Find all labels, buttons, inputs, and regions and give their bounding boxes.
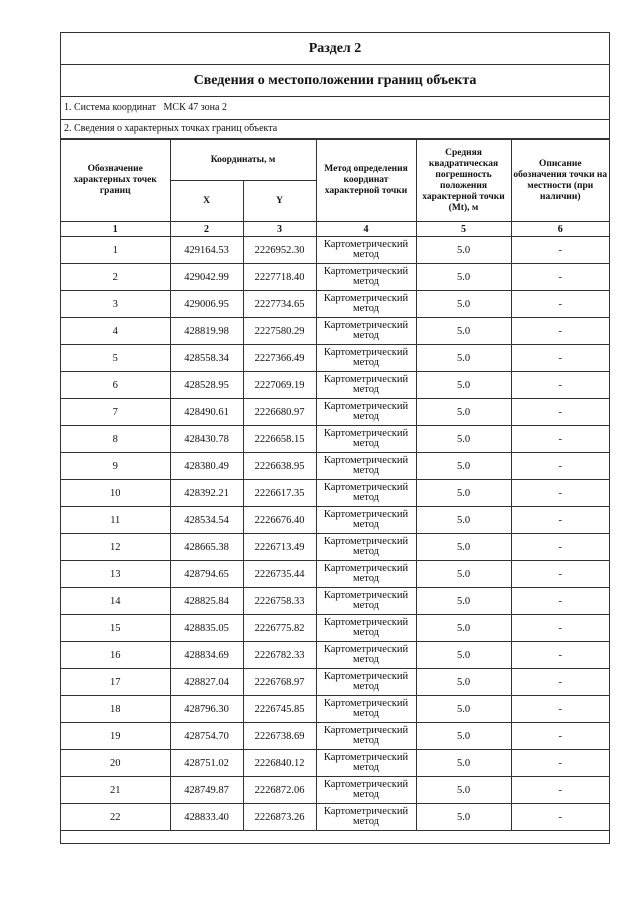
point-description: - [511,588,609,615]
point-description: - [511,426,609,453]
table-row [61,750,609,777]
mean-error: 5.0 [416,696,511,723]
method: Картометрический метод [316,480,416,507]
method: Картометрический метод [316,669,416,696]
mean-error: 5.0 [416,480,511,507]
point-description: - [511,318,609,345]
point-number: 19 [61,723,170,750]
section-title: Раздел 2 [61,33,609,65]
table-row [61,777,609,804]
method: Картометрический метод [316,264,416,291]
coord-y: 2226782.33 [243,642,316,669]
table-row [61,804,609,831]
point-number: 15 [61,615,170,642]
sheet-bottom-strip [61,831,609,843]
coord-x: 429042.99 [170,264,243,291]
coord-x: 428827.04 [170,669,243,696]
mean-error: 5.0 [416,588,511,615]
method: Картометрический метод [316,372,416,399]
coord-x: 428754.70 [170,723,243,750]
header-description: Описание обозначения точки на местности (при наличии) [511,140,609,222]
coord-y: 2226617.35 [243,480,316,507]
method: Картометрический метод [316,615,416,642]
mean-error: 5.0 [416,615,511,642]
table-row [61,399,609,426]
point-description: - [511,345,609,372]
point-description: - [511,291,609,318]
point-description: - [511,777,609,804]
mean-error: 5.0 [416,642,511,669]
column-number: 4 [316,222,416,237]
table-row [61,264,609,291]
point-number: 20 [61,750,170,777]
coord-x: 428490.61 [170,399,243,426]
coord-x: 428835.05 [170,615,243,642]
coord-x: 428833.40 [170,804,243,831]
point-number: 10 [61,480,170,507]
point-description: - [511,534,609,561]
point-description: - [511,372,609,399]
table-row [61,507,609,534]
point-description: - [511,453,609,480]
column-number: 3 [243,222,316,237]
point-number: 8 [61,426,170,453]
point-number: 6 [61,372,170,399]
coord-y: 2226676.40 [243,507,316,534]
coord-x: 428751.02 [170,750,243,777]
point-description: - [511,723,609,750]
point-number: 16 [61,642,170,669]
point-number: 17 [61,669,170,696]
table-row [61,534,609,561]
coord-y: 2226952.30 [243,237,316,264]
point-number: 22 [61,804,170,831]
method: Картометрический метод [316,237,416,264]
coord-y: 2227718.40 [243,264,316,291]
section-subtitle: Сведения о местоположении границ объекта [61,65,609,97]
mean-error: 5.0 [416,561,511,588]
coord-x: 428794.65 [170,561,243,588]
coord-y: 2226758.33 [243,588,316,615]
point-number: 12 [61,534,170,561]
column-number: 1 [61,222,170,237]
point-description: - [511,507,609,534]
coord-y: 2226872.06 [243,777,316,804]
coord-y: 2226873.26 [243,804,316,831]
point-number: 3 [61,291,170,318]
point-description: - [511,696,609,723]
header-method: Метод определения координат характерной точки [316,140,416,222]
method: Картометрический метод [316,642,416,669]
column-number: 2 [170,222,243,237]
point-number: 18 [61,696,170,723]
mean-error: 5.0 [416,399,511,426]
mean-error: 5.0 [416,804,511,831]
header-x: X [170,181,243,222]
method: Картометрический метод [316,291,416,318]
mean-error: 5.0 [416,750,511,777]
point-description: - [511,615,609,642]
table-row [61,615,609,642]
mean-error: 5.0 [416,426,511,453]
points-heading: 2. Сведения о характерных точках границ объекта [61,120,609,139]
document-sheet [60,32,610,844]
coord-y: 2227734.65 [243,291,316,318]
table-row [61,696,609,723]
method: Картометрический метод [316,453,416,480]
mean-error: 5.0 [416,507,511,534]
coord-y: 2227069.19 [243,372,316,399]
point-description: - [511,480,609,507]
method: Картометрический метод [316,750,416,777]
header-designation: Обозначение характерных точек границ [61,140,170,222]
mean-error: 5.0 [416,777,511,804]
mean-error: 5.0 [416,372,511,399]
column-number-row [61,222,609,237]
point-number: 11 [61,507,170,534]
coord-x: 428380.49 [170,453,243,480]
mean-error: 5.0 [416,669,511,696]
point-description: - [511,399,609,426]
coordinate-system-value: МСК 47 зона 2 [163,102,227,113]
point-description: - [511,669,609,696]
point-number: 14 [61,588,170,615]
method: Картометрический метод [316,777,416,804]
table-row [61,669,609,696]
coord-x: 429164.53 [170,237,243,264]
table-row [61,318,609,345]
coord-x: 428528.95 [170,372,243,399]
column-number: 5 [416,222,511,237]
table-row [61,426,609,453]
point-description: - [511,804,609,831]
table-row [61,345,609,372]
method: Картометрический метод [316,696,416,723]
method: Картометрический метод [316,723,416,750]
point-number: 4 [61,318,170,345]
point-number: 5 [61,345,170,372]
coord-y: 2226768.97 [243,669,316,696]
point-number: 13 [61,561,170,588]
coord-y: 2226658.15 [243,426,316,453]
coord-y: 2226713.49 [243,534,316,561]
point-number: 9 [61,453,170,480]
coord-y: 2227580.29 [243,318,316,345]
point-number: 1 [61,237,170,264]
coord-x: 429006.95 [170,291,243,318]
mean-error: 5.0 [416,318,511,345]
method: Картометрический метод [316,507,416,534]
coord-y: 2226680.97 [243,399,316,426]
coordinate-system-label: 1. Система координат [64,102,157,113]
coord-y: 2226840.12 [243,750,316,777]
table-row [61,642,609,669]
method: Картометрический метод [316,318,416,345]
point-number: 2 [61,264,170,291]
mean-error: 5.0 [416,534,511,561]
coord-x: 428749.87 [170,777,243,804]
points-table [61,139,609,831]
mean-error: 5.0 [416,291,511,318]
header-y: Y [243,181,316,222]
coord-x: 428430.78 [170,426,243,453]
coord-x: 428825.84 [170,588,243,615]
header-coordinates: Координаты, м [170,140,316,181]
method: Картометрический метод [316,588,416,615]
point-description: - [511,642,609,669]
mean-error: 5.0 [416,237,511,264]
table-row [61,480,609,507]
coord-y: 2226735.44 [243,561,316,588]
header-error: Средняя квадратическая погрешность положения характерной точки (Mt), м [416,140,511,222]
method: Картометрический метод [316,399,416,426]
table-row [61,372,609,399]
table-row [61,588,609,615]
coord-x: 428534.54 [170,507,243,534]
point-number: 7 [61,399,170,426]
mean-error: 5.0 [416,345,511,372]
coord-x: 428558.34 [170,345,243,372]
method: Картометрический метод [316,561,416,588]
coord-x: 428796.30 [170,696,243,723]
coord-x: 428665.38 [170,534,243,561]
coord-x: 428392.21 [170,480,243,507]
coord-x: 428834.69 [170,642,243,669]
table-row [61,723,609,750]
point-description: - [511,264,609,291]
point-description: - [511,237,609,264]
method: Картометрический метод [316,804,416,831]
points-table-body [61,237,609,831]
method: Картометрический метод [316,426,416,453]
coord-y: 2226738.69 [243,723,316,750]
point-description: - [511,750,609,777]
method: Картометрический метод [316,534,416,561]
coord-y: 2226775.82 [243,615,316,642]
coord-x: 428819.98 [170,318,243,345]
table-row [61,291,609,318]
table-row [61,561,609,588]
table-row [61,237,609,264]
table-row [61,453,609,480]
coordinate-system-line [61,97,609,120]
coord-y: 2226638.95 [243,453,316,480]
method: Картометрический метод [316,345,416,372]
coord-y: 2227366.49 [243,345,316,372]
mean-error: 5.0 [416,453,511,480]
mean-error: 5.0 [416,264,511,291]
column-number: 6 [511,222,609,237]
coord-y: 2226745.85 [243,696,316,723]
mean-error: 5.0 [416,723,511,750]
point-description: - [511,561,609,588]
point-number: 21 [61,777,170,804]
